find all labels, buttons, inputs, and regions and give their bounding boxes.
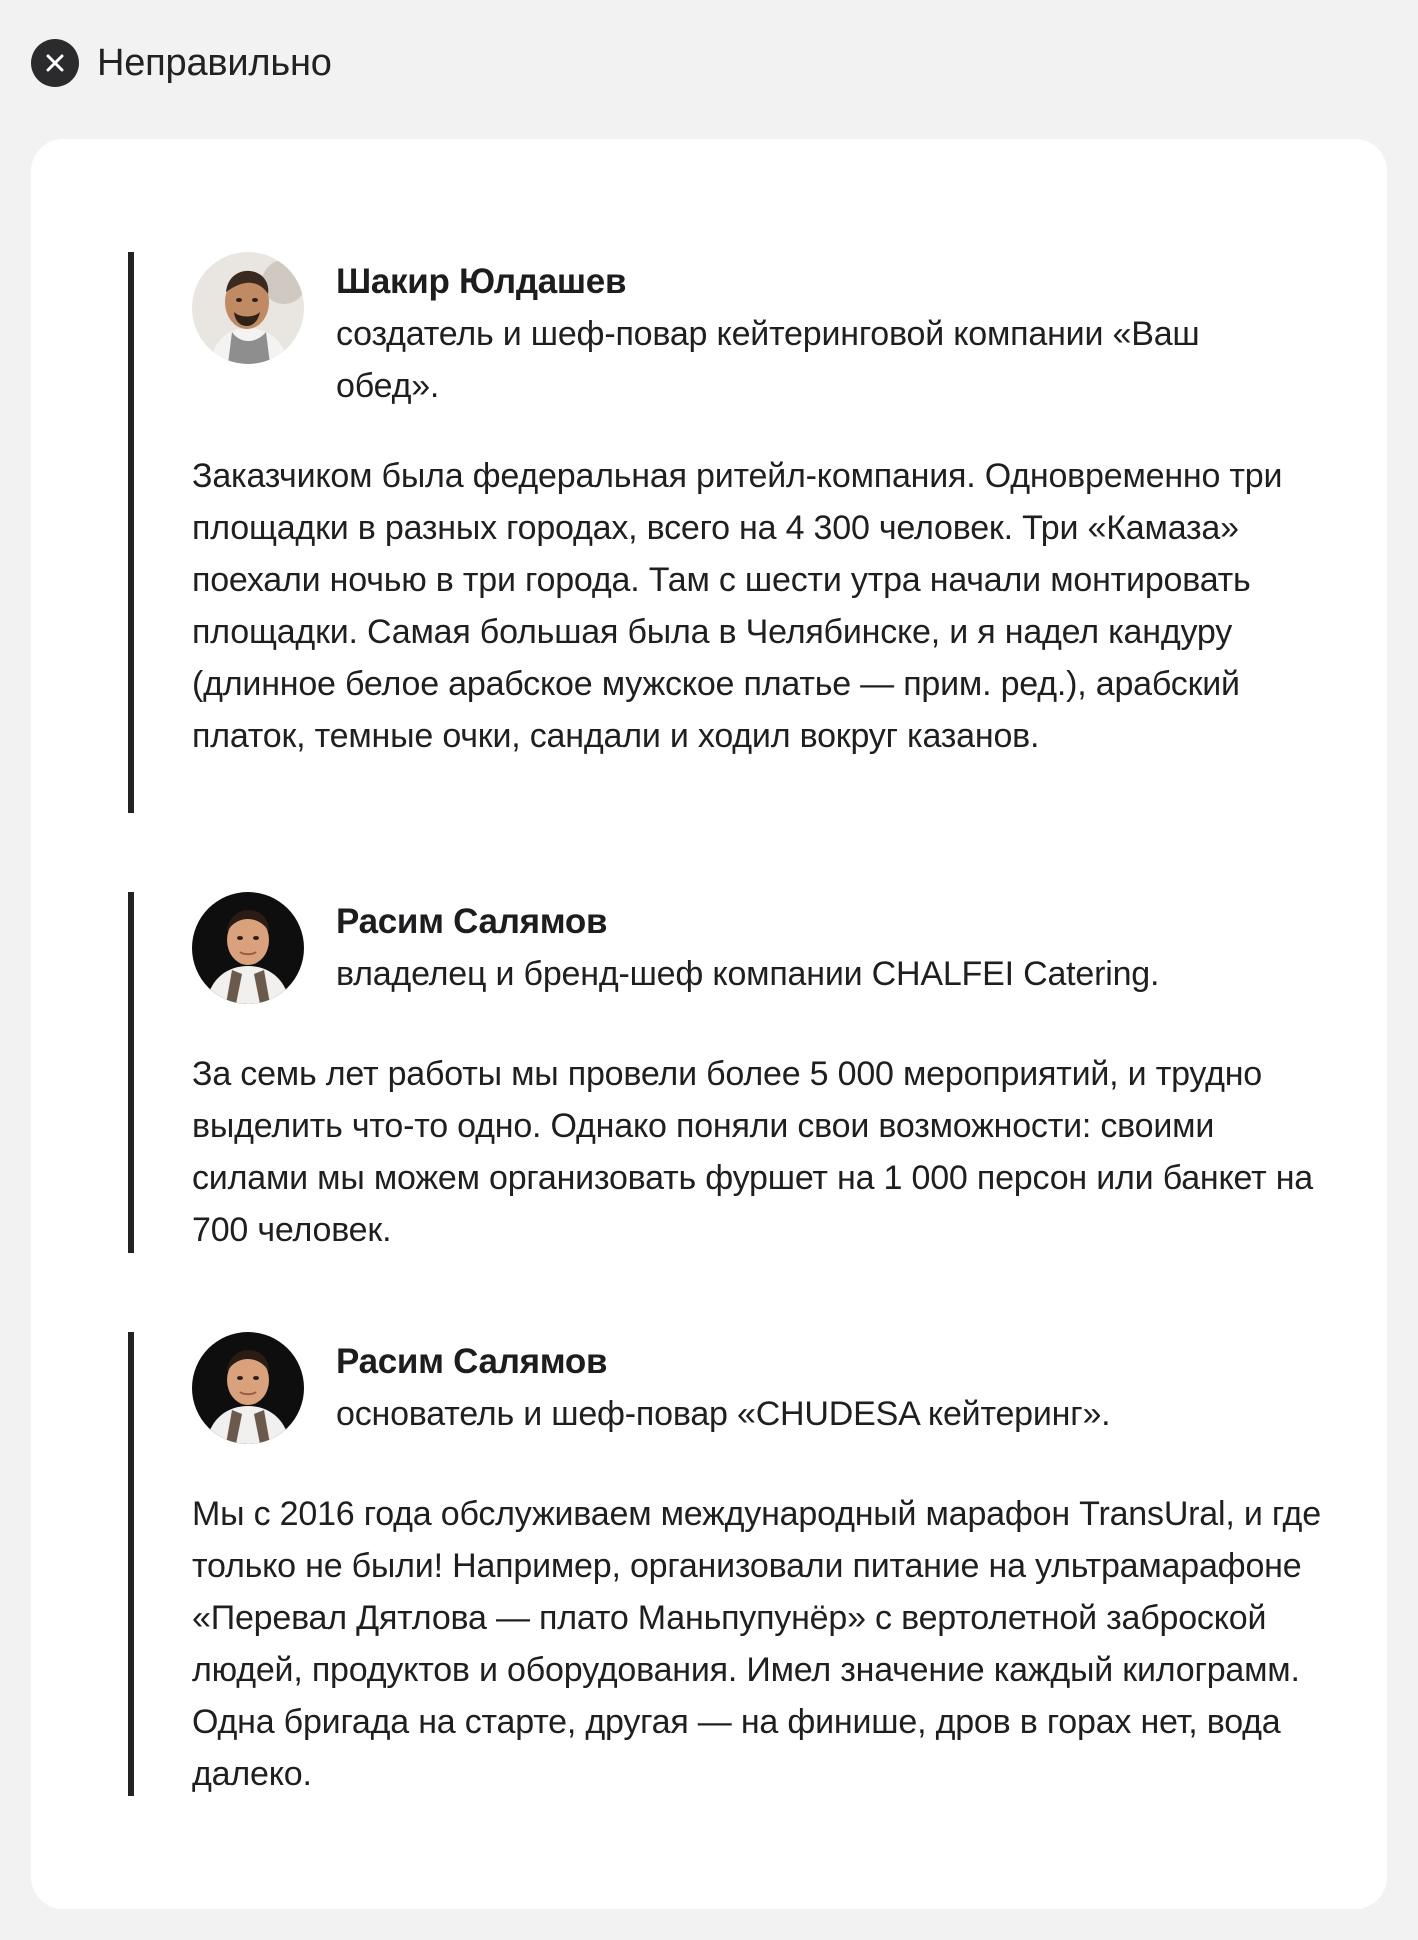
quote-author <box>192 252 1328 412</box>
quote-block <box>128 1332 1328 1796</box>
avatar <box>192 252 304 364</box>
status-header <box>31 38 332 88</box>
quotes-card <box>31 139 1387 1909</box>
avatar <box>192 892 304 1004</box>
author-name: Расим Салямов <box>336 1342 608 1381</box>
avatar <box>192 1332 304 1444</box>
author-role: владелец и бренд-шеф компании CHALFEI Catering. <box>336 955 1160 993</box>
quote-block <box>128 892 1328 1253</box>
quote-text: Заказчиком была федеральная ритейл-компания. Одновременно три площадки в разных городах, всего на 4 300 человек. Три «Камаза» поехали ночью в три города. Там с шести утра начали монтировать площадки. Самая большая была в Челябинске, и я надел кандуру (длинное белое арабское мужское платье — прим. ред.), арабский платок, темные очки, сандали и ходил вокруг казанов. <box>192 457 1283 755</box>
quote-text: Мы с 2016 года обслуживаем международный марафон TransUral, и где только не были! Например, организовали питание на ультрамарафоне «Перевал Дятлова — плато Маньпупунёр» с вертолетной заброской людей, продуктов и оборудования. Имел значение каждый килограмм. Одна бригада на старте, другая — на финише, дров в горах нет, вода далеко. <box>192 1495 1321 1793</box>
quote-author <box>192 1332 1328 1444</box>
quote-block <box>128 252 1328 813</box>
author-name: Расим Салямов <box>336 902 608 941</box>
quote-text: За семь лет работы мы провели более 5 000 мероприятий, и трудно выделить что-то одно. Однако поняли свои возможности: своими силами мы можем организовать фуршет на 1 000 персон или банкет на 700 человек. <box>192 1055 1314 1249</box>
quote-author <box>192 892 1328 1004</box>
status-label: Неправильно <box>97 41 332 84</box>
author-role: создатель и шеф-повар кейтеринговой компании «Ваш обед». <box>336 315 1200 405</box>
author-role: основатель и шеф-повар «CHUDESA кейтеринг». <box>336 1395 1111 1433</box>
close-icon <box>31 39 79 87</box>
author-name: Шакир Юлдашев <box>336 262 627 301</box>
